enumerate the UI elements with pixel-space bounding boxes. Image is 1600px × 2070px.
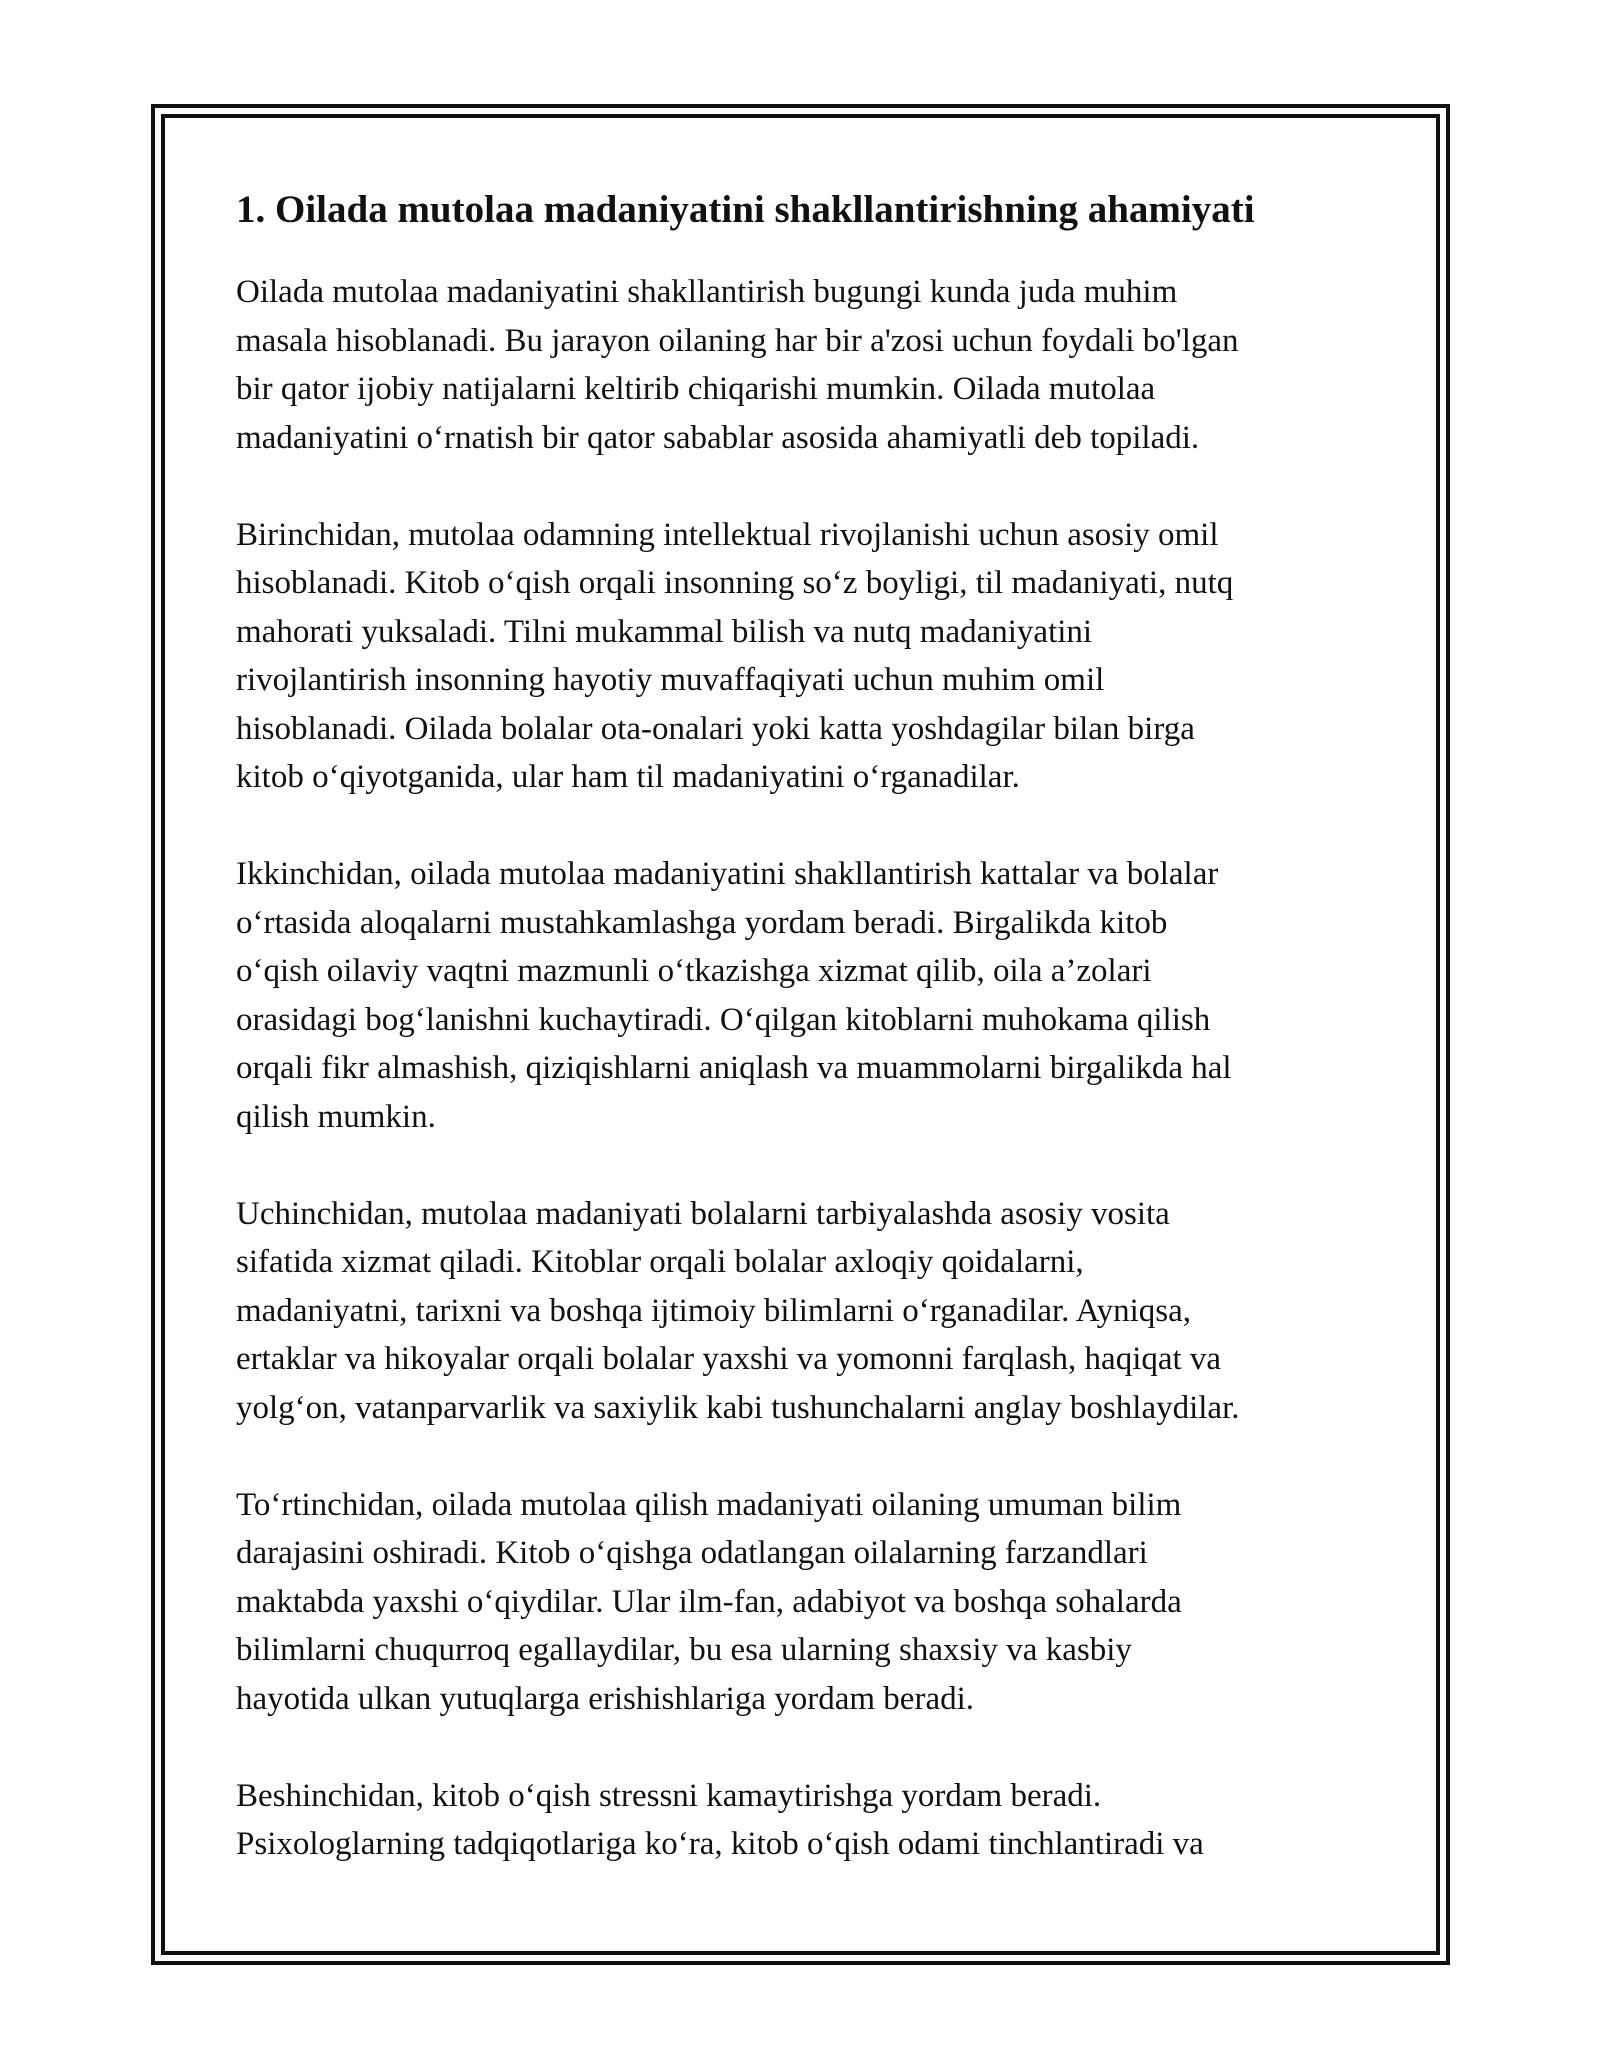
paragraph-third-reason: Uchinchidan, mutolaa madaniyati bolalarni tarbiyalashda asosiy vosita sifatida xizmat qiladi. Kitoblar orqali bolalar axloqiy qoidalarni, madaniyatni, tarixni va boshqa ijtimoiy bilimlarni oʻrganadilar. Ayniqsa, ertaklar va hikoyalar orqali bolalar yaxshi va yomonni farqlash, haqiqat va yolgʻon, vatanparvarlik va saxiylik kabi tushunchalarni anglay boshlaydilar. bbox=[236, 1195, 1240, 1426]
paragraph-second-reason: Ikkinchidan, oilada mutolaa madaniyatini shakllantirish kattalar va bolalar oʻrtasida aloqalarni mustahkamlashga yordam beradi. Birgalikda kitob oʻqish oilaviy vaqtni mazmunli oʻtkazishga xizmat qilib, oila a’zolari orasidagi bogʻlanishni kuchaytiradi. Oʻqilgan kitoblarni muhokama qilish orqali fikr almashish, qiziqishlarni aniqlash va muammolarni birgalikda hal qilish mumkin. bbox=[236, 856, 1232, 1135]
paragraph-fourth-reason: Toʻrtinchidan, oilada mutolaa qilish madaniyati oilaning umuman bilim darajasini oshiradi. Kitob oʻqishga odatlangan oilalarning farzandlari maktabda yaxshi oʻqiydilar. Ular ilm-fan, adabiyot va boshqa sohalarda bilimlarni chuqurroq egallaydilar, bu esa ularning shaxsiy va kasbiy hayotida ulkan yutuqlarga erishishlariga yordam beradi. bbox=[236, 1486, 1182, 1717]
section-title: 1. Oilada mutolaa madaniyatini shakllantirishning ahamiyati bbox=[236, 188, 1255, 231]
paragraph-fifth-reason: Beshinchidan, kitob oʻqish stressni kamaytirishga yordam beradi. Psixologlarning tadqiqotlariga koʻra, kitob oʻqish odami tinchlantiradi va bbox=[236, 1777, 1204, 1862]
paragraph-first-reason: Birinchidan, mutolaa odamning intellektual rivojlanishi uchun asosiy omil hisoblanadi. Kitob oʻqish orqali insonning soʻz boyligi, til madaniyati, nutq mahorati yuksaladi. Tilni mukammal bilish va nutq madaniyatini rivojlantirish insonning hayotiy muvaffaqiyati uchun muhim omil hisoblanadi. Oilada bolalar ota-onalari yoki katta yoshdagilar bilan birga kitob oʻqiyotganida, ular ham til madaniyatini oʻrganadilar. bbox=[236, 516, 1234, 795]
document-body bbox=[236, 186, 1366, 1917]
paragraph-intro: Oilada mutolaa madaniyatini shakllantirish bugungi kunda juda muhim masala hisoblanadi. Bu jarayon oilaning har bir a'zosi uchun foydali bo'lgan bir qator ijobiy natijalarni keltirib chiqarishi mumkin. Oilada mutolaa madaniyatini oʻrnatish bir qator sabablar asosida ahamiyatli deb topiladi. bbox=[236, 274, 1239, 456]
